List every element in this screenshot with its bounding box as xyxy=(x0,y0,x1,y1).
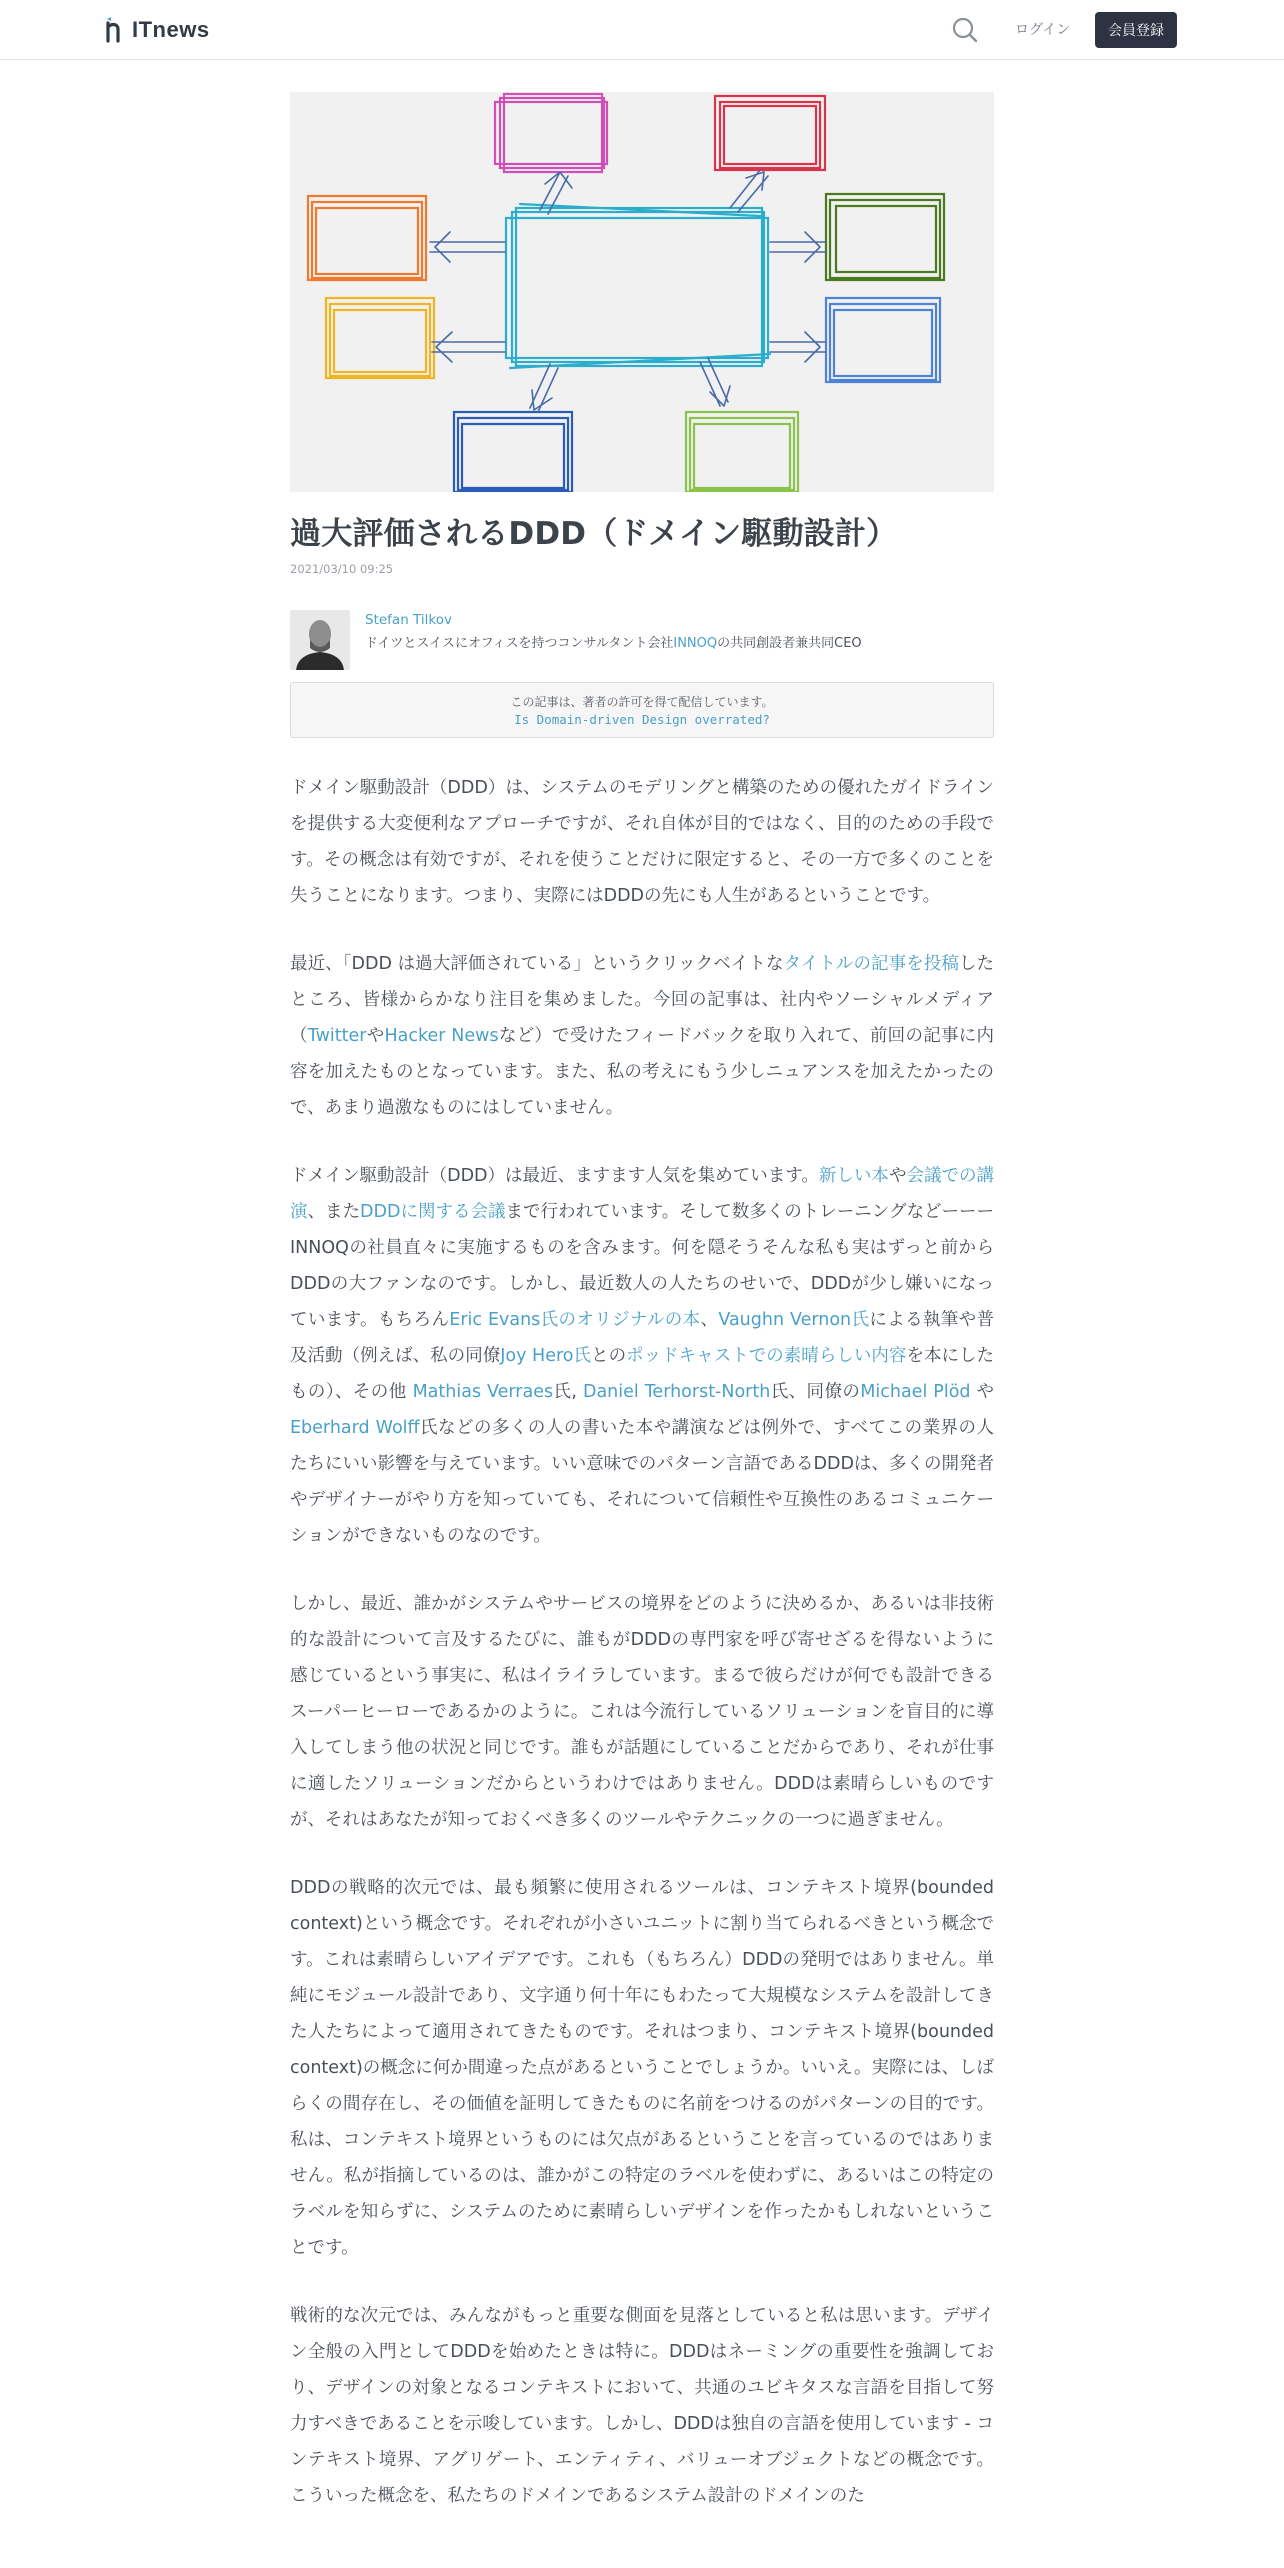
site-header xyxy=(0,0,1284,60)
article-paragraph xyxy=(290,1870,994,2266)
author-desc-after: の共同創設者兼共同CEO xyxy=(717,636,862,651)
inline-link[interactable]: DDDに関する会議 xyxy=(360,1202,506,1222)
inline-link[interactable]: Eric Evans氏のオリジナルの本 xyxy=(449,1310,701,1330)
site-logo[interactable] xyxy=(104,14,210,46)
original-article-link[interactable]: Is Domain-driven Design overrated? xyxy=(514,712,770,727)
paragraph-text: しかし、最近、誰かがシステムやサービスの境界をどのように決めるか、あるいは非技術的な設計について言及するたびに、誰もがDDDの専門家を呼び寄せざるを得ないように感じているという事実に、私はイライラしています。まるで彼らだけが何でも設計できるスーパーヒーローであるかのように。これは今流行しているソリューションを盲目的に導入してしまう他の状況と同じです。誰もが話題にしていることだからであり、それが仕事に適したソリューションだからというわけではありません。DDDは素晴らしいものですが、それはあなたが知っておくべき多くのツールやテクニックの一つに過ぎません。 xyxy=(290,1594,994,1830)
author-block xyxy=(290,610,994,672)
inline-link[interactable]: Mathias Verraes xyxy=(412,1382,554,1402)
paragraph-text: 戦術的な次元では、みんながもっと重要な側面を見落としていると私は思います。デザイン全般の入門としてDDDを始めたときは特に。DDDはネーミングの重要性を強調しており、デザインの対象となるコンテキストにおいて、共通のユビキタスな言語を目指して努力すべきであることを示唆しています。しかし、DDDは独自の言語を使用しています - コンテキスト境界、アグリゲート、エンティティ、バリューオブジェクトなどの概念です。こういった概念を、私たちのドメインであるシステム設計のドメインのた xyxy=(290,2306,994,2506)
paragraph-text: との xyxy=(591,1346,627,1366)
paragraph-text: による執筆や普及活動（例えば、私の同僚 xyxy=(290,1310,994,1366)
inline-link[interactable]: Twitter xyxy=(307,1026,367,1046)
paragraph-text: や xyxy=(888,1166,907,1186)
author-desc-before: ドイツとスイスにオフィスを持つコンサルタント会社 xyxy=(365,636,674,651)
notice-text: この記事は、著者の許可を得て配信しています。 xyxy=(510,695,774,709)
paragraph-text: ドメイン駆動設計（DDD）は、システムのモデリングと構築のための優れたガイドラインを提供する大変便利なアプローチですが、それ自体が目的ではなく、目的のための手段です。その概念は有効ですが、それを使うことだけに限定すると、その一方で多くのことを失うことになります。つまり、実際にはDDDの先にも人生があるということです。 xyxy=(290,778,994,906)
paragraph-text: 氏などの多くの人の書いた本や講演などは例外で、すべてこの業界の人たちにいい影響を与えています。いい意味でのパターン言語であるDDDは、多くの開発者やデザイナーがやり方を知っていても、それについて信頼性や互換性のあるコミュニケーションができないものなのです。 xyxy=(290,1418,994,1546)
inline-link[interactable]: Joy Hero氏 xyxy=(500,1346,592,1366)
paragraph-text: 、 xyxy=(700,1310,719,1330)
inline-link[interactable]: 新しい本 xyxy=(818,1166,889,1186)
paragraph-text: や xyxy=(366,1026,385,1046)
article-date: 2021/03/10 09:25 xyxy=(290,562,394,576)
paragraph-text: まで行われています。そして数多くのトレーニングなどーーーINNOQの社員直々に実施するものを含みます。何を隠そうそんな私も実はずっと前からDDDの大ファンなのです。しかし、最近数人の人たちのせいで、DDDが少し嫌いになっています。もちろん xyxy=(290,1202,995,1330)
paragraph-text: など）で受けたフィードバックを取り入れて、前回の記事に内容を加えたものとなっています。また、私の考えにもう少しニュアンスを加えたかったので、あまり過激なものにはしていません。 xyxy=(290,1026,995,1118)
author-company-link[interactable]: INNOQ xyxy=(673,636,718,651)
author-photo xyxy=(290,610,350,670)
logo-text: ITnews xyxy=(132,17,210,42)
itnews-logo-icon xyxy=(104,15,126,45)
inline-link[interactable]: Vaughn Vernon氏 xyxy=(718,1310,870,1330)
paragraph-text: DDDの戦略的次元では、最も頻繁に使用されるツールは、コンテキスト境界(bounded context)という概念です。それぞれが小さいユニットに割り当てられるべきという概念です。これは素晴らしいアイデアです。これも（もちろん）DDDの発明ではありません。単純にモジュール設計であり、文字通り何十年にもわたって大規模なシステムを設計してきた人たちによって適用されてきたものです。それはつまり、コンテキスト境界(bounded context)の概念に何か間違った点があるということでしょうか。いいえ。実際には、しばらくの間存在し、その価値を証明してきたものに名前をつけるのがパターンの目的です。私は、コンテキスト境界というものには欠点があるということを言っているのではありません。私が指摘しているのは、誰かがこの特定のラベルを使わずに、あるいはこの特定のラベルを知らずに、システムのために素晴らしいデザインを作ったかもしれないということです。 xyxy=(290,1878,994,2258)
inline-link[interactable]: Hacker News xyxy=(384,1026,499,1046)
search-button[interactable] xyxy=(950,15,980,45)
paragraph-text: 氏, xyxy=(553,1382,583,1402)
inline-link[interactable]: タイトルの記事を投稿 xyxy=(783,954,959,974)
author-name[interactable]: Stefan Tilkov xyxy=(365,612,452,628)
inline-link[interactable]: ポッドキャストでの素晴らしい内容 xyxy=(626,1346,907,1366)
inline-link[interactable]: Daniel Terhorst-North xyxy=(582,1382,771,1402)
inline-link[interactable]: Michael Plöd xyxy=(860,1382,971,1402)
article-title: 過大評価されるDDD（ドメイン駆動設計） xyxy=(290,516,898,552)
paragraph-text: 氏、同僚の xyxy=(770,1382,861,1402)
article-paragraph xyxy=(290,2298,994,2514)
article-paragraph xyxy=(290,1586,994,1838)
article-paragraph xyxy=(290,946,994,1126)
inline-link[interactable]: Eberhard Wolff xyxy=(290,1418,420,1438)
inline-link[interactable]: 会議での講演 xyxy=(290,1166,995,1222)
paragraph-text: したところ、皆様からかなり注目を集めました。今回の記事は、社内やソーシャルメディア（ xyxy=(290,954,994,1046)
paragraph-text: ドメイン駆動設計（DDD）は最近、ますます人気を集めています。 xyxy=(290,1166,819,1186)
author-description xyxy=(365,632,862,651)
article-paragraph xyxy=(290,1158,994,1554)
author-avatar[interactable] xyxy=(290,610,350,670)
paragraph-text: や xyxy=(970,1382,994,1402)
article xyxy=(290,92,994,2514)
paragraph-text: 最近、「DDD は過大評価されている」というクリックベイトな xyxy=(290,954,784,974)
permission-notice xyxy=(290,682,994,738)
paragraph-text: 、また xyxy=(307,1202,361,1222)
login-link[interactable]: ログイン xyxy=(1015,22,1071,38)
article-paragraph xyxy=(290,770,994,914)
hero-image xyxy=(290,92,994,492)
paragraph-text: を本にしたもの）、その他 xyxy=(290,1346,995,1402)
article-body xyxy=(290,770,994,2514)
signup-button[interactable]: 会員登録 xyxy=(1095,12,1177,48)
search-icon xyxy=(950,15,980,45)
